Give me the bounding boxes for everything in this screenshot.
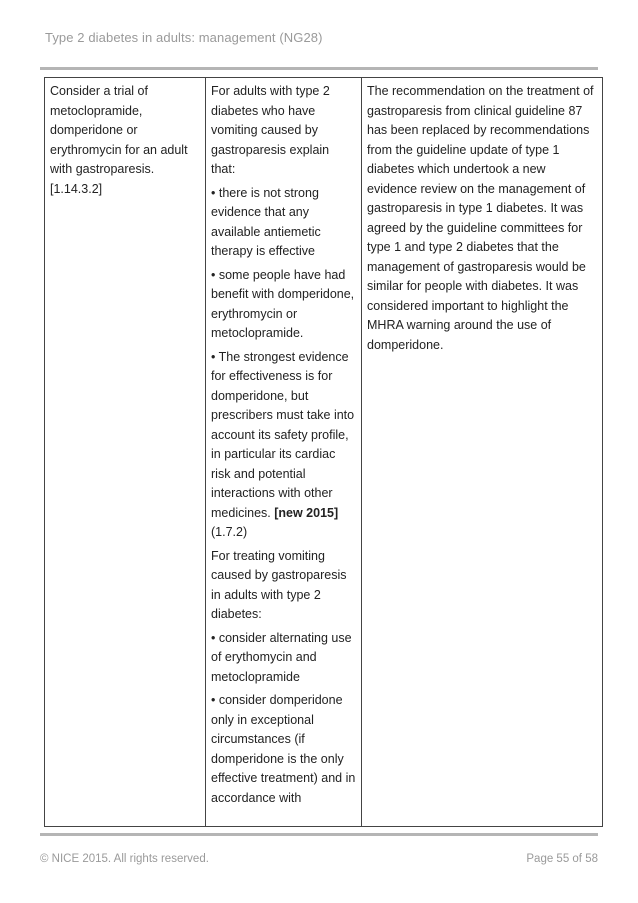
new-recommendation-bullet: • consider domperidone only in exceptional circumstances (if domperidone is the only effective treatment) and in accordance with xyxy=(211,693,356,805)
recommendations-table xyxy=(44,77,603,827)
table-row xyxy=(45,78,603,827)
rationale-text: The recommendation on the treatment of gastroparesis from clinical guideline 87 has been replaced by recommendations from the guideline update of type 1 diabetes which undertook a new evidence review on the management of gastroparesis in type 1 diabetes. It was agreed by the guideline committees for type 1 and type 2 diabetes that the management of gastroparesis would be similar for people with diabetes. It was considered important to highlight the MHRA warning around the use of domperidone. xyxy=(367,84,594,352)
new-recommendation-bullet: • consider alternating use of erythomycin and metoclopramide xyxy=(211,630,352,684)
header-divider xyxy=(40,67,598,70)
new-recommendation-cell xyxy=(206,78,362,827)
recommendation-ref: (1.7.2) xyxy=(211,525,248,539)
footer-divider xyxy=(40,833,598,836)
new-recommendation-intro: For adults with type 2 diabetes who have vomiting caused by gastroparesis explain that: xyxy=(211,84,330,176)
new-recommendation-bullet: • some people have had benefit with domperidone, erythromycin or metoclopramide. xyxy=(211,267,355,340)
old-recommendation-cell xyxy=(45,78,206,827)
bullet-text: • The strongest evidence for effectiveness is for domperidone, but prescribers must take into account its safety profile, in particular its cardiac risk and potential interactions with other medicines. xyxy=(211,349,355,520)
page-number: Page 55 of 58 xyxy=(526,853,598,865)
document-header: Type 2 diabetes in adults: management (NG28) xyxy=(45,30,323,45)
new-recommendation-intro-2: For treating vomiting caused by gastroparesis in adults with type 2 diabetes: xyxy=(211,548,347,621)
new-recommendation-bullet: • there is not strong evidence that any available antiemetic therapy is effective xyxy=(211,185,321,258)
old-recommendation-text: Consider a trial of metoclopramide, domperidone or erythromycin for an adult with gastroparesis. [1.14.3.2] xyxy=(50,84,188,196)
rationale-cell xyxy=(362,78,603,827)
new-recommendation-bullet xyxy=(211,348,356,543)
new-2015-tag: [new 2015] xyxy=(274,505,339,520)
copyright-notice: © NICE 2015. All rights reserved. xyxy=(40,853,209,865)
